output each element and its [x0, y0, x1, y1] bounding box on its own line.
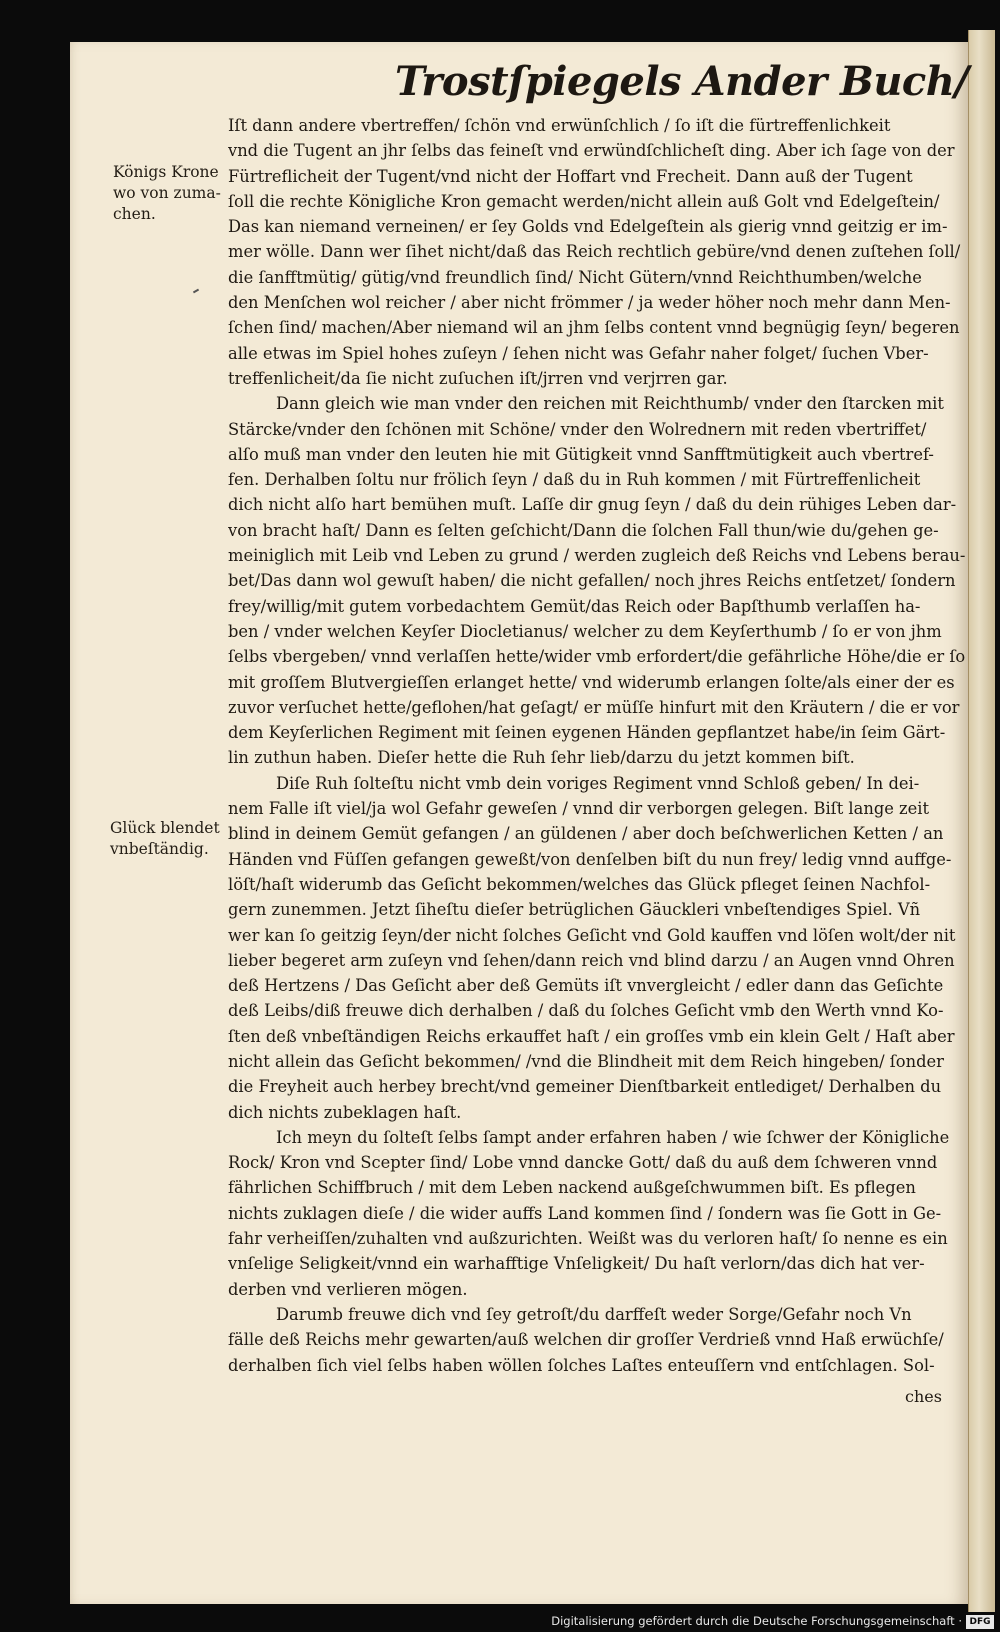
text-line: ſelbs vbergeben/ vnnd verlaſſen hette/wider vmb erfordert/die gefährliche Höhe/die er ſo — [228, 647, 966, 667]
text-line: ſoll die rechte Königliche Kron gemacht werden/nicht allein auß Golt vnd Edelgeſtein/ — [228, 191, 940, 211]
footer-bar — [0, 1612, 1000, 1632]
margin-note-koenigs-krone — [113, 162, 231, 225]
margin-note-line: chen. — [113, 205, 156, 223]
text-line: lieber begeret arm zuſeyn vnd ſehen/dann reich vnd blind darzu / an Augen vnnd Ohren — [228, 950, 955, 970]
text-line: die Freyheit auch herbey brecht/vnd gemeiner Dienſtbarkeit entlediget/ Derhalben du — [228, 1077, 942, 1097]
catchword: ches — [905, 1387, 942, 1406]
paragraph — [228, 391, 974, 770]
text-line: Iſt dann andere vbertreffen/ ſchön vnd erwünſchlich / ſo iſt die fürtreffenlichkeit — [228, 116, 891, 135]
text-line: den Menſchen wol reicher / aber nicht frömmer / ja weder höher noch mehr dann Men- — [228, 293, 951, 313]
text-line: vnd die Tugent an jhr ſelbs das feineſt vnd erwündſchlicheſt ding. Aber ich ſage von der — [228, 141, 955, 161]
text-line: nichts zuklagen dieſe / die wider auffs Land kommen ſind / ſondern was ſie Gott in Ge- — [228, 1203, 942, 1223]
text-line: alſo muß man vnder den leuten hie mit Gütigkeit vnnd Sanfftmütigkeit auch vbertref- — [228, 444, 934, 464]
text-line: fahr verheiſſen/zuhalten vnd außzurichten. Weißt was du verloren haſt/ ſo nenne es ein — [228, 1229, 948, 1249]
text-line: ben / vnder welchen Keyſer Diocletianus/ welcher zu dem Keyſerthumb / ſo er von jhm — [228, 621, 942, 641]
running-head: Trostſpiegels Ander Buch/ — [395, 58, 969, 105]
text-line: deß Leibs/diß freuwe dich derhalben / daß du ſolches Geſicht vmb den Werth vnnd Ko- — [228, 1001, 944, 1021]
text-line: vnſelige Seligkeit/vnnd ein warhafftige Vnſeligkeit/ Du haſt verlorn/das dich hat ver- — [228, 1254, 925, 1274]
text-line: nem Falle iſt viel/ja wol Gefahr geweſen / vnnd dir verborgen gelegen. Biſt lange zeit — [228, 799, 930, 819]
text-line: fen. Derhalben ſoltu nur frölich ſeyn / daß du in Ruh kommen / mit Fürtreffenlicheit — [228, 470, 921, 490]
text-line: derhalben ſich viel ſelbs haben wöllen ſolches Laſtes enteuſſern vnd entſchlagen. Sol- — [228, 1355, 935, 1375]
paragraph — [228, 771, 974, 1125]
margin-note-line: Königs Krone — [113, 163, 219, 181]
paragraph — [228, 1302, 974, 1378]
text-line: bet/Das dann wol gewuſt haben/ die nicht gefallen/ noch jhres Reichs entſetzet/ ſondern — [228, 571, 956, 591]
paragraph — [228, 113, 974, 391]
text-line: meiniglich mit Leib vnd Leben zu grund / werden zugleich deß Reichs vnd Lebens berau- — [228, 546, 966, 566]
text-line: ſten deß vnbeſtändigen Reichs erkauffet haſt / ein groſſes vmb ein klein Gelt / Haſt aber — [228, 1026, 955, 1046]
text-line: dich nicht alſo hart bemühen muſt. Laſſe dir gnug ſeyn / daß du dein rühiges Leben dar- — [228, 495, 957, 515]
text-line: fälle deß Reichs mehr gewarten/auß welchen dir groſſer Verdrieß vnnd Haß erwüchſe/ — [228, 1330, 944, 1350]
text-line: fährlichen Schiffbruch / mit dem Leben nackend außgeſchwummen biſt. Es pflegen — [228, 1178, 916, 1198]
text-line: löſt/haſt widerumb das Geſicht bekommen/welches das Glück pfleget ſeinen Nachfol- — [228, 874, 931, 894]
text-line: wer kan ſo geitzig ſeyn/der nicht ſolches Geſicht vnd Gold kauffen vnd löſen wolt/der nit — [228, 925, 956, 945]
text-line: Dann gleich wie man vnder den reichen mit Reichthumb/ vnder den ſtarcken mit — [276, 394, 944, 414]
text-line: lin zuthun haben. Dieſer hette die Ruh ſehr lieb/darzu du jetzt kommen biſt. — [228, 748, 855, 768]
text-line: mit groſſem Blutvergieſſen erlanget hette/ vnd widerumb erlangen ſolte/als einer der es — [228, 672, 955, 692]
margin-note-line: vnbeſtändig. — [110, 840, 209, 858]
text-line: von bracht haſt/ Dann es ſelten geſchicht/Dann die ſolchen Fall thun/wie du/gehen ge- — [228, 520, 939, 540]
text-line: Diſe Ruh ſolteſtu nicht vmb dein voriges Regiment vnnd Schloß geben/ In dei- — [276, 773, 920, 793]
text-line: Rock/ Kron vnd Scepter ſind/ Lobe vnnd dancke Gott/ daß du auß dem ſchweren vnnd — [228, 1153, 938, 1173]
text-line: nicht allein das Geſicht bekommen/ /vnd die Blindheit mit dem Reich hingeben/ ſonder — [228, 1051, 944, 1071]
paragraph — [228, 1125, 974, 1302]
text-line: mer wölle. Dann wer ſihet nicht/daß das Reich rechtlich gebüre/vnd denen zuſtehen ſoll/ — [228, 242, 961, 262]
text-line: Händen vnd Füſſen gefangen geweßt/von denſelben biſt du nun frey/ ledig vnnd auffge- — [228, 849, 952, 869]
text-line: zuvor verſuchet hette/geflohen/hat geſagt/ er müſſe hinfurt mit den Kräutern / die er vor — [228, 697, 960, 717]
text-line: derben vnd verlieren mögen. — [228, 1279, 468, 1299]
text-line: dich nichts zubeklagen haſt. — [228, 1102, 462, 1122]
text-line: Das kan niemand verneinen/ er ſey Golds vnd Edelgeſtein als gierig vnnd geitzig er im- — [228, 217, 948, 237]
text-line: Ich meyn du ſolteſt ſelbs ſampt ander erfahren haben / wie ſchwer der Königliche — [276, 1127, 950, 1147]
text-line: dem Keyſerlichen Regiment mit ſeinen eygenen Händen gepflantzet habe/in ſeim Gärt- — [228, 723, 946, 743]
text-line: frey/willig/mit gutem vorbedachtem Gemüt/das Reich oder Bapſthumb verlaſſen ha- — [228, 596, 921, 616]
dfg-logo: DFG — [966, 1615, 994, 1629]
text-line: gern zunemmen. Jetzt ſiheſtu dieſer betrüglichen Gäuckleri vnbeſtendiges Spiel. Vñ — [228, 900, 921, 920]
text-line: blind in deinem Gemüt gefangen / an güldenen / aber doch beſchwerlichen Ketten / an — [228, 824, 944, 844]
margin-note-glueck — [110, 818, 235, 860]
text-line: treffenlicheit/da ſie nicht zuſuchen iſt/jrren vnd verjrren gar. — [228, 368, 728, 388]
body-text — [228, 113, 974, 1378]
text-line: Fürtreflicheit der Tugent/vnd nicht der Hoffart vnd Frecheit. Dann auß der Tugent — [228, 166, 913, 186]
margin-note-line: Glück blendet — [110, 819, 220, 837]
text-line: Darumb freuwe dich vnd ſey getroſt/du darffeſt weder Sorge/Gefahr noch Vn — [276, 1304, 912, 1324]
margin-note-line: wo von zuma- — [113, 184, 221, 202]
text-line: Stärcke/vnder den ſchönen mit Schöne/ vnder den Wolrednern mit reden vbertriffet/ — [228, 419, 927, 439]
text-line: die ſanfftmütig/ gütig/vnd freundlich ſind/ Nicht Gütern/vnnd Reichthumben/welche — [228, 267, 922, 287]
text-line: alle etwas im Spiel hohes zuſeyn / ſehen nicht was Gefahr naher folget/ ſuchen Vber- — [228, 343, 929, 363]
text-line: ſchen ſind/ machen/Aber niemand wil an jhm ſelbs content vnnd begnügig ſeyn/ begeren — [228, 318, 960, 338]
footer-credit: Digitalisierung gefördert durch die Deutsche Forschungsgemeinschaft · — [551, 1614, 962, 1628]
text-line: deß Hertzens / Das Geſicht aber deß Gemüts iſt vnvergleicht / edler dann das Geſichte — [228, 976, 944, 996]
